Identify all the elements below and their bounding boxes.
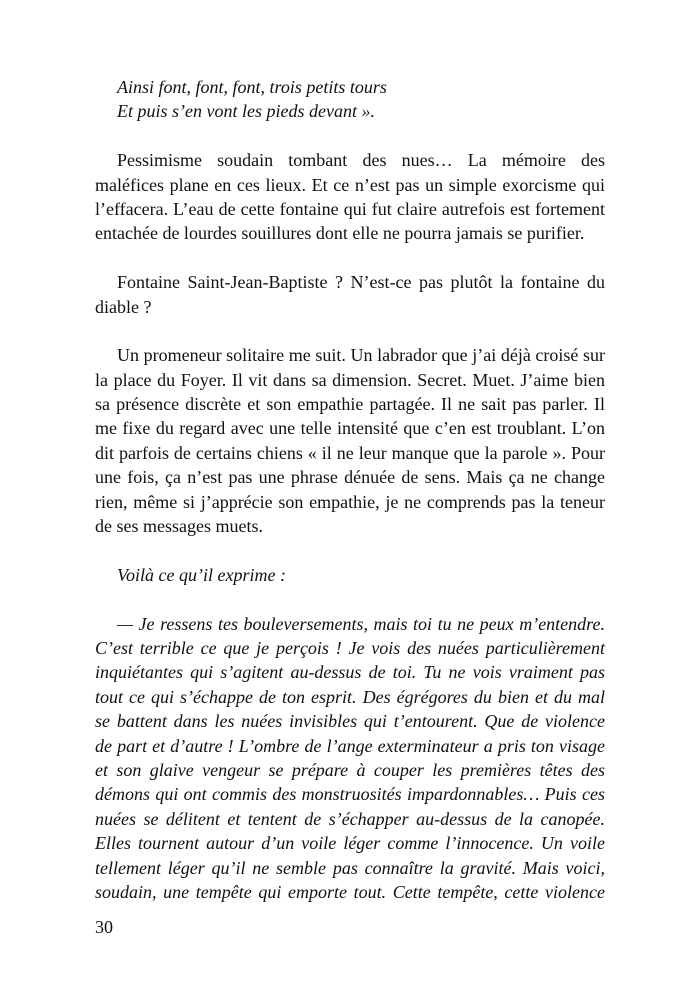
text-line: maléfices plane en ces lieux. Et ce n’est pas un simple exorcisme qui [95,174,605,195]
text-line: de part et d’autre ! L’ombre de l’ange exterminateur a pris ton visage [95,735,605,756]
text-line: nuées se délitent et tentent de s’échapper au-dessus de la canopée. [95,808,605,829]
paragraph [95,563,605,587]
text-line: se battent dans les nuées invisibles qui t’entourent. Que de violence [95,711,605,732]
paragraph [95,343,605,538]
text-line: me fixe du regard avec une telle intensité que c’en est troublant. L’on [95,418,605,439]
text-line: sa présence discrète et son empathie partagée. Il ne sait pas parler. Il [95,394,605,415]
text-line: tout ce qui s’échappe de ton esprit. Des égrégores du bien et du mal [95,686,605,707]
text-line: Un promeneur solitaire me suit. Un labrador que j’ai déjà croisé sur [117,345,605,366]
page-number: 30 [95,917,113,937]
text-line: Elles tournent autour d’un voile léger comme l’innocence. Un voile [95,833,605,854]
text-line: démons qui ont commis des monstruosités impardonnables… Puis ces [95,784,605,805]
text-line: rien, même si j’apprécie son empathie, je ne comprends pas la teneur [95,491,605,512]
text-line: dit parfois de certains chiens « il ne leur manque que la parole ». Pour [95,442,605,463]
paragraph [95,270,605,319]
text-line: inquiétantes qui s’agitent au-dessus de toi. Tu ne vois vraiment pas [95,662,605,683]
text-line: Voilà ce qu’il exprime : [117,564,286,585]
text-line: et son glaive vengeur se prépare à couper les premières têtes des [95,759,605,780]
page-body [95,75,605,929]
text-line: tellement léger qu’il ne semble pas connaître la gravité. Mais voici, [95,857,605,878]
text-line: C’est terrible ce que je perçois ! Je vois des nuées particulièrement [95,637,605,658]
text-line: Pessimisme soudain tombant des nues… La mémoire des [117,150,605,171]
text-line: soudain, une tempête qui emporte tout. Cette tempête, cette violence [95,881,605,902]
text-line: une fois, ça n’est pas une phrase dénuée de sens. Mais ça ne change [95,467,605,488]
paragraph [95,612,605,905]
text-line: entachée de lourdes souillures dont elle ne pourra jamais se purifier. [95,223,585,244]
text-line: Et puis s’en vont les pieds devant ». [117,101,375,122]
text-line: l’effacera. L’eau de cette fontaine qui fut claire autrefois est fortement [95,198,605,219]
text-line: Fontaine Saint-Jean-Baptiste ? N’est-ce pas plutôt la fontaine du [117,272,605,293]
text-line: Ainsi font, font, font, trois petits tours [117,77,387,97]
text-line: — Je ressens tes bouleversements, mais toi tu ne peux m’entendre. [117,613,605,634]
text-line: diable ? [95,296,152,317]
verse-block [95,75,605,124]
text-line: la place du Foyer. Il vit dans sa dimension. Secret. Muet. J’aime bien [95,369,605,390]
text-line: de ses messages muets. [95,516,263,537]
paragraph [95,148,605,246]
